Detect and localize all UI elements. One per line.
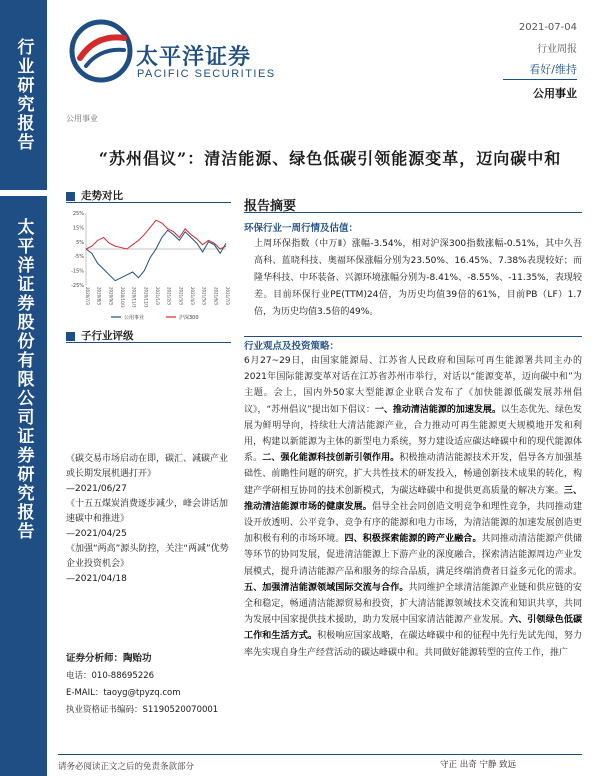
section2-point: 二、强化能源科技创新引领作用。	[262, 453, 400, 464]
sidebar-bottom	[0, 196, 47, 776]
section2-divider	[244, 336, 582, 337]
x-tick-label: 2021/1/3	[155, 287, 160, 305]
x-tick-label: 2020/10/3	[120, 287, 125, 308]
x-tick-label: 2021/4/3	[190, 287, 195, 305]
analyst-cert: 执业资格证书编码：S1190520070001	[66, 705, 219, 715]
analyst-info	[66, 652, 241, 720]
x-tick-label: 2021/6/3	[213, 287, 219, 305]
series-line	[86, 230, 226, 280]
sector-label: 公用事业	[66, 114, 98, 123]
section1-text: 上周环保指数（中万Ⅱ）涨幅-3.54%，相对沪深300指数涨幅-0.51%，其中久吾高科、蓝晓科技、奥福环保涨幅分别为23.50%、16.45%、7.38%表现较好；而隆华科技、中环装备、兴源环境涨幅分别为-8.41%、-8.55%、-11.35%，表现较差。目前环保行业PE(TTM)24倍，为历史均值39倍的61%，目前PB（LF）1.7倍，为历史均值3.5倍的49%。	[254, 239, 582, 317]
trend-heading	[66, 188, 123, 203]
x-tick-label: 2021/5/3	[201, 287, 207, 305]
section2-point: 六、引领绿色低碳工作和生活方式。	[244, 615, 582, 642]
section2-point: 五、加强清洁能源领域国际交流与合作。	[244, 582, 409, 593]
x-tick-label: 2020/12/3	[143, 287, 149, 308]
section2-para: 以生态优先、绿色发展为鲜明导向，持续壮大清洁能源产业，合力推动可再生能源更大规模地开发和利用，构建以新能源为主体的新型电力系统，努力建设适应碳达峰碳中和的现代能源体系。	[244, 404, 582, 464]
related-report-item	[66, 497, 236, 542]
section2-para: 6月27~29日，由国家能源局、江苏省人民政府和国际可再生能源署共同主办的2021年国际能源变革对话在江苏省苏州市举行，对话以“能源变革，迈向碳中和”为主题。会上，国内外50家大型能源企业联合发布了《加快能源低碳发展苏州倡议》，“苏州倡议”提出如下倡议：	[244, 356, 582, 415]
related-report-date: —2021/04/18	[66, 574, 127, 584]
sidebar-top	[0, 0, 47, 190]
footer-divider	[58, 754, 582, 755]
legend-label: 公用事业	[124, 315, 145, 321]
section2-para: 倡导全社会同创造文明竞争和理性竞争，共同推动建设开放透明、公平竞争、竞争有序的能源和电力市场，为清洁能源的加速发展创造更加积极有利的市场环境。	[244, 501, 582, 545]
analyst-name: 证券分析师：陶贻功	[66, 653, 152, 664]
sidebar-top-label: 行业研究报告	[13, 38, 34, 152]
section2-point: 四、积极探索能源的跨产业融合。	[344, 534, 482, 545]
sidebar-bottom-label: 太平洋证券股份有限公司证券研究报告	[13, 218, 34, 541]
y-tick-label: -5%	[74, 254, 84, 261]
sub-industry-heading	[66, 328, 134, 343]
section2-para: 共同推动清洁能源产供储等环节的协同发展，促进清洁能源上下游产业的深度融合，探索清洁能源周边产业发展模式，提升清洁能源产品和服务的综合品质，满足终端消费者日益多元化的需求。	[244, 534, 582, 577]
related-report-title: 《十五五煤炭消费逐步减少，峰会讲话加速碳中和推进》	[66, 499, 229, 524]
analyst-phone: 电话：010-88695226	[66, 671, 155, 681]
x-tick-label: 2020/9/3	[108, 287, 114, 305]
x-tick-label: 2020/8/3	[96, 287, 102, 305]
x-tick-label: 2021/2/3	[166, 287, 172, 305]
related-reports	[66, 452, 236, 587]
related-report-item	[66, 542, 236, 587]
x-tick-label: 2020/7/3	[85, 287, 90, 305]
section2-para: 积极推动清洁能源技术开发，倡导各方加强基础性、前瞻性问题的研究，扩大共性技术的研发投入，畅通创新技术成果的转化，构建产学研相互协同的技术创新模式，为碳达峰碳中和提供更高质量的解决方案。	[244, 453, 582, 496]
y-tick-label: -25%	[71, 283, 84, 289]
sub-industry-heading-text: 子行业评级	[81, 330, 134, 342]
related-report-title: 《加强“两高”源头防控，关注“两减”优势企业投资机会》	[66, 544, 229, 569]
related-report-title: 《碳交易市场启动在即，碳汇、减碳产业或长期发展机遇打开》	[66, 454, 229, 479]
related-report-date: —2021/06/27	[66, 484, 127, 494]
trend-heading-text: 走势对比	[81, 190, 123, 202]
section2-point: 一、推动清洁能源的加速发展。	[374, 404, 501, 415]
logo-text-en: PACIFIC SECURITIES	[137, 68, 276, 80]
page-title: “苏州倡议”：清洁能源、绿色低碳引领能源变革，迈向碳中和	[98, 149, 562, 168]
trend-divider	[66, 202, 231, 203]
sub-industry-divider	[66, 342, 231, 343]
y-tick-label: 5%	[76, 239, 84, 246]
trend-chart	[66, 207, 236, 325]
related-report-item	[66, 452, 236, 497]
footer-motto: 守正 出奇 宁静 致远	[440, 760, 517, 770]
section2-point: 三、推动清洁能源市场的健康发展。	[244, 485, 582, 512]
section2-para: 共同维护全球清洁能源产业链和供应链的安全和稳定，畅通清洁能源贸易和投资，扩大清洁能源领域技术交流和知识共享，共同为发展中国家提供技术援助，助力发展中国家清洁能源产业发展。	[244, 582, 582, 626]
y-tick-label: 15%	[72, 225, 84, 232]
y-tick-label: 25%	[72, 211, 84, 217]
series-line	[86, 220, 226, 249]
section-marker-icon	[66, 332, 75, 341]
section-marker-icon	[66, 192, 75, 201]
summary-divider	[244, 212, 582, 213]
section1-title: 环保行业一周行情及估值：	[244, 223, 359, 234]
x-tick-label: 2021/7/3	[225, 287, 230, 305]
report-meta	[503, 22, 577, 101]
x-tick-label: 2021/3/3	[178, 287, 184, 305]
section2-title: 行业观点及投资策略：	[244, 341, 340, 352]
analyst-email: E-MAIL：taoyg@tpyzq.com	[66, 688, 181, 698]
legend-label: 沪深300	[179, 315, 199, 321]
industry-label: 公用事业	[533, 87, 577, 100]
report-date: 2021-07-04	[518, 22, 577, 33]
footer-disclaimer: 请务必阅读正文之后的免责条款部分	[58, 762, 195, 772]
logo-text-cn: 太平洋证券	[136, 45, 252, 70]
y-tick-label: -15%	[71, 268, 84, 275]
rating-badge: 看好/维持	[503, 61, 577, 80]
section2-text	[244, 353, 582, 661]
related-report-date: —2021/04/25	[66, 529, 127, 539]
report-type: 行业周报	[537, 44, 577, 55]
x-tick-label: 2020/11/3	[131, 287, 137, 308]
section2-para: 积极响应国家战略，在碳达峰碳中和的征程中先行先试先闯，努力率先实现自身生产经营活动的碳达峰碳中和。共同做好能源转型的宣传工作，推广	[244, 631, 582, 658]
summary-title: 报告摘要	[244, 199, 297, 214]
